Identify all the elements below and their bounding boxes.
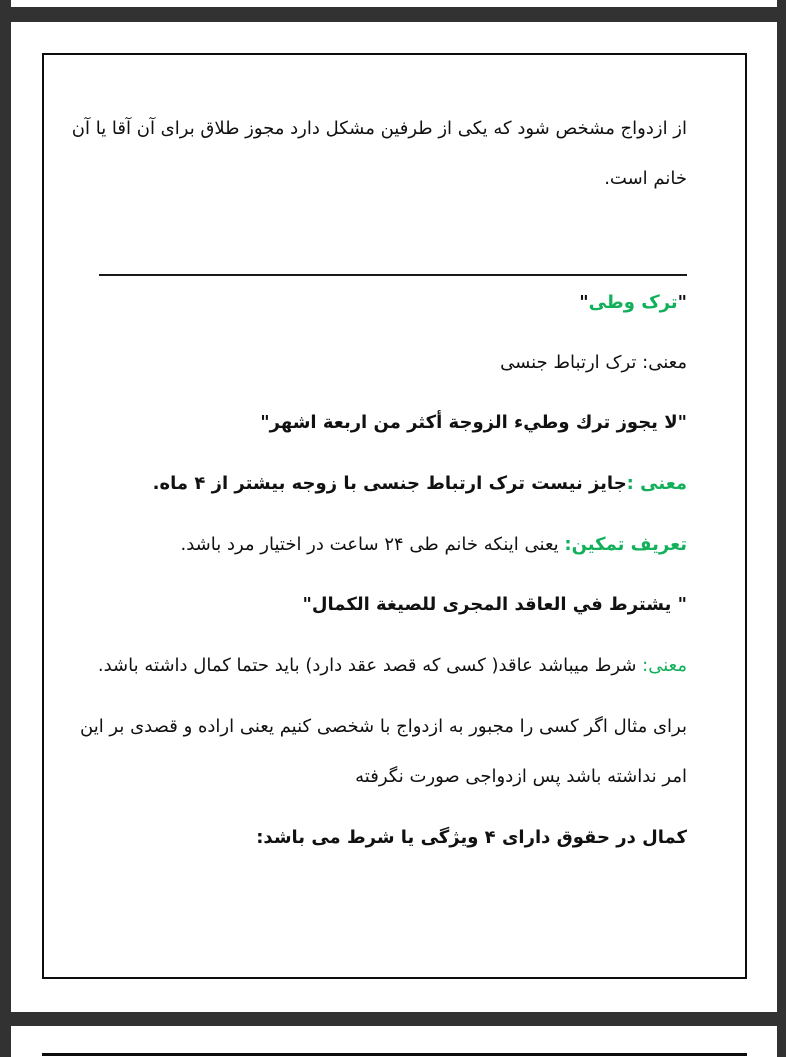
document-border-frame xyxy=(42,53,747,979)
tamkin-label: تعریف تمکین: xyxy=(564,534,687,555)
document-body xyxy=(44,55,745,863)
tamkin-definition-line xyxy=(99,520,687,570)
paragraph-continued xyxy=(71,104,687,204)
section-divider xyxy=(99,274,687,276)
arabic-quote-2: " يشترط في العاقد المجرى للصيغة الكمال" xyxy=(302,594,687,615)
meaning-1-label: معنی : xyxy=(626,473,687,494)
tamkin-text: یعنی اینکه خانم طی ۲۴ ساعت در اختیار مرد باشد. xyxy=(180,534,565,555)
meaning-2-label: معنی: xyxy=(642,655,687,676)
meaning-1-line xyxy=(99,459,687,509)
heading-title: ترک وطی xyxy=(588,292,678,313)
example-paragraph xyxy=(80,702,687,802)
section-heading xyxy=(99,278,687,328)
page-previous xyxy=(11,0,777,7)
meaning-2-text: شرط میباشد عاقد( کسی که قصد عقد دارد) باید حتما کمال داشته باشد. xyxy=(97,655,643,676)
kamal-conditions-line: کمال در حقوق دارای ۴ ویژگی یا شرط می باشد: xyxy=(256,827,687,848)
arabic-quote-1: "لا يجوز ترك وطيء الزوجة أكثر من اربعة اشهر" xyxy=(260,412,687,433)
paragraph-line: برای مثال اگر کسی را مجبور به ازدواج با شخصی کنیم یعنی اراده و قصدی بر این xyxy=(80,716,687,737)
paragraph-line: از ازدواج مشخص شود که یکی از طرفین مشکل دارد مجوز طلاق برای آن آقا یا آن xyxy=(71,118,687,139)
page-next xyxy=(11,1026,777,1057)
meaning-1-text: جایز نیست ترک ارتباط جنسی با زوجه بیشتر از ۴ ماه. xyxy=(152,473,627,494)
meaning-2-line xyxy=(99,641,687,691)
paragraph-line: خانم است. xyxy=(604,168,687,189)
paragraph-line: امر نداشته باشد پس ازدواجی صورت نگرفته xyxy=(355,766,687,787)
meaning-tark-line: معنی: ترک ارتباط جنسی xyxy=(500,352,687,373)
page-current xyxy=(11,22,777,1012)
heading-close-quote: " xyxy=(579,292,589,313)
next-page-border-frame xyxy=(42,1053,747,1056)
heading-open-quote: " xyxy=(677,292,687,313)
